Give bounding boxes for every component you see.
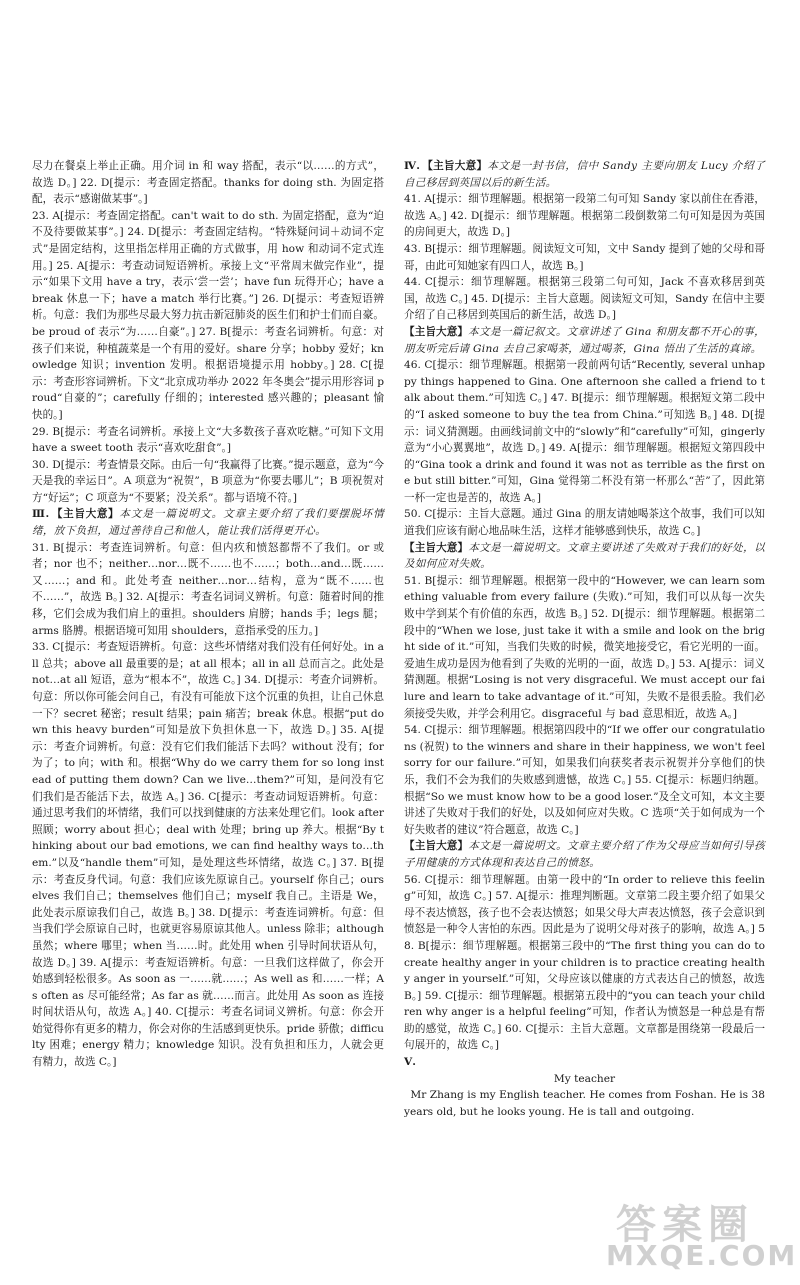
summary-text: 本文是一篇说明文。文章主要介绍了我们要摆脱坏情绪，放下负担，通过善待自己和他人，能让我们活得更开心。 (32, 508, 384, 538)
essay-title: My teacher (553, 1072, 616, 1085)
watermark-cn: 答案圈 (616, 1202, 754, 1248)
answer-para: 50. C[提示：主旨大意题。通过 Gina 的朋友请她喝茶这个故事，我们可以知道我们应该有耐心地品味生活，这样才能够感到快乐，故选 C。] (404, 508, 765, 538)
summary-text: 本文是一封书信，信中 Sandy 主要向朋友 Lucy 介绍了自己移居到英国以后的新生活。 (404, 160, 765, 189)
essay-paragraph: Mr Zhang is my English teacher. He comes from Foshan. He is 38 years old, but he looks young. He is tall and outgoing. (404, 1089, 765, 1118)
answer-para: 54. C[提示：细节理解题。根据第四段中的“If we offer our congratulations (祝贺) to the winners and share in their happiness, we won't feel sorry for our failure.”可知，如果我们向获奖者表示祝贺并分享他们的快乐，我们不会为我们的失败感到遗憾，故选 C。] 55. C[提示：标题归纳题。根据“So we must know how to be a good loser.”及全文可知，本文主要讲述了失败对于我们的好处，以及如何应对失败。C 选项“关于如何成为一个好失败者的建议”符合题意，故选 C。] (404, 724, 765, 836)
summary-tag: 【主旨大意】 (421, 160, 488, 172)
answer-para: 33. C[提示：考查短语辨析。句意：这些坏情绪对我们没有任何好处。in all 总共；above all 最重要的是；at all 根本；all in all 总而言之。此处是 not…at all 短语，意为“根本不”，故选 C。] 34. D[提示：考查介词辨析。句意：所以你可能会问自己，有没有可能放下这个沉重的负担，让自己休息一下？secret 秘密；result 结果；pain 痛苦；break 休息。根据“put down this heavy burden”可知是放下负担休息一下，故选 D。] 35. A[提示：考查介词辨析。句意：没有它们我们能活下去吗？without 没有；for 为了；to 向；with 和。根据“Why do we carry them for so long instead of putting them down? Can we live…them?”可知，是问没有它们我们是否能活下去，故选 A。] 36. C[提示：考查动词短语辨析。句意：通过思考我们的坏情绪，我们可以找到健康的方法来处理它们。look after 照顾；worry about 担心；deal with 处理；bring up 养大。根据“By thinking about our bad emotions, we can find healthy ways to…them.”以及“handle them”可知，是处理这些坏情绪，故选 C。] 37. B[提示：考查反身代词。句意：我们应该先原谅自己。yourself 你自己；ourselves 我们自己；themselves 他们自己；myself 我自己。主语是 We，此处表示原谅我们自己，故选 B。] 38. D[提示：考查连词辨析。句意：但当我们学会原谅自己时，也就更容易原谅其他人。unless 除非；although 虽然；where 哪里；when 当……时。此处用 when 引导时间状语从句，故选 D。] 39. A[提示：考查短语辨析。句意：一旦我们这样做了，你会开始感到轻松很多。As soon as 一……就……；As well as 和……一样；As often as 尽可能经常；As far as 就……而言。此处用 As soon as 连接时间状语从句，故选 A。] 40. C[提示：考查名词词义辨析。句意：你会开始觉得你有更多的精力，你会对你的生活感到更快乐。pride 骄傲；difficulty 困难；energy 精力；knowledge 知识。没有负担和压力，人就会更有精力，故选 C。] (32, 641, 384, 1069)
summary-text: 本文是一篇说明文。文章主要介绍了作为父母应当如何引导孩子用健康的方式体现和表达自己的愤怒。 (404, 840, 765, 869)
essay-header (404, 1054, 765, 1071)
section-summary (404, 158, 765, 191)
summary-text: 本文是一篇记叙文。文章讲述了 Gina 和朋友都不开心的事，朋友听完后请 Gina 去自己家喝茶，通过喝茶，Gina 悟出了生活的真谛。 (404, 325, 765, 355)
answer-para: 尽力在餐桌上举止正确。用介词 in 和 way 搭配，表示“以……的方式”，故选 D。] 22. D[提示：考查固定搭配。thanks for doing sth. 为固定搭配，表示“感谢做某事”。] (32, 160, 384, 206)
left-column (32, 158, 384, 1071)
watermark-en: MXQE.COM (606, 1239, 798, 1272)
summary-tag: 【主旨大意】 (51, 508, 120, 521)
section-summary (404, 838, 765, 871)
answer-para: 23. A[提示：考查固定搭配。can't wait to do sth. 为固定搭配，意为“迫不及待要做某事”。] 24. D[提示：考查固定结构。“特殊疑问词＋动词不定式”是固定结构，这里指怎样用正确的方式做事，用 how 和动词不定式连用。] 25. A[提示：考查动词短语辨析。承接上文“平常周末做完作业”，提示“如果下文用 have a try，表示‘尝一尝’；have fun 玩得开心；have a break 休息一下；have a match 举行比赛。”] 26. D[提示：考查短语辨析。句意：我们为那些尽最大努力抗击新冠肺炎的医生们和护士们而自豪。be proud of 表示“为……自豪”。] 27. B[提示：考查名词辨析。句意：对孩子们来说，种植蔬菜是一个有用的爱好。share 分享；hobby 爱好；knowledge 知识；invention 发明。根据语境提示用 hobby。] 28. C[提示：考查形容词辨析。下文“北京成功举办 2022 年冬奥会”提示用形容词 proud“自豪的”；carefully 仔细的；interested 感兴趣的；pleasant 愉快的。] (32, 209, 384, 421)
answer-para: 56. C[提示：细节理解题。由第一段中的“In order to relieve this feeling”可知，故选 C。] 57. A[提示：推理判断题。文章第二段主要介绍了如果父母不表达愤怒，孩子也不会表达愤怒；如果父母大声表达愤怒，孩子会意识到愤怒是一种令人害怕的东西。因此是为了说明父母对孩子的影响，故选 A。] 58. B[提示：细节理解题。根据第三段中的“The first thing you can do to create healthy anger in your children is to practice creating healthy anger in yourself.”可知，父母应该以健康的方式表达自己的愤怒，故选 B。] 59. C[提示：细节理解题。根据第五段中的“you can teach your children why anger is a helpful feeling”可知，作者认为愤怒是一种总是有帮助的感觉，故选 C。] 60. C[提示：主旨大意题。文章都是围绕第一段最后一句展开的，故选 C。] (404, 873, 765, 1052)
section-number: Ⅲ. (32, 508, 50, 521)
summary-tag: 【主旨大意】 (404, 541, 469, 554)
answer-para: 43. B[提示：细节理解题。阅读短文可知，文中 Sandy 提到了她的父母和哥哥，由此可知她家有四口人，故选 B。] (404, 242, 765, 272)
section-summary (404, 324, 765, 357)
answer-para: 51. B[提示：细节理解题。根据第一段中的“However, we can learn something valuable from every failure (失败).”可知，我们可以从每一次失败中学到某个有价值的东西，故选 B。] 52. D[提示：细节理解题。根据第二段中的“When we lose, just take it with a smile and look on the bright side of it.”可知，当我们失败的时候，微笑地接受它，看它光明的一面。爱迪生成功是因为他看到了失败的光明的一面，故选 D。] 53. A[提示：词义猜测题。根据“Losing is not very disgraceful. We must accept our failure and learn to take advantage of it.”可知，失败不是很丢脸。我们必须接受失败，并学会利用它。disgraceful 与 bad 意思相近，故选 A。] (404, 574, 765, 720)
section-summary (32, 506, 384, 539)
summary-tag: 【主旨大意】 (404, 840, 469, 853)
answer-para: 41. A[提示：细节理解题。根据第一段第二句可知 Sandy 家以前住在香港，故选 A。] 42. D[提示：细节理解题。根据第二段倒数第二句可知是因为英国的房间更大，故选 D。] (404, 193, 765, 239)
answer-para: 46. C[提示：细节理解题。根据第一段前两句话“Recently, several unhappy things happened to Gina. One afternoon she called a friend to talk about them.”可知选 C。] 47. B[提示：细节理解题。根据短文第二段中的“I asked someone to buy the tea from China.”可知选 B。] 48. D[提示：词义猜测题。由画线词前文中的“slowly”和“carefully”可知，gingerly 意为“小心翼翼地”，故选 D。] 49. A[提示：细节理解题。根据短文第四段中的“Gina took a drink and found it was not as terrible as the first one but still bitter.”可知，Gina 觉得第二杯没有第一杯那么“苦”了，因此第一杯一定也是苦的，故选 A。] (404, 359, 765, 504)
summary-tag: 【主旨大意】 (404, 325, 469, 338)
section-number: Ⅴ. (404, 1056, 416, 1069)
summary-text: 本文是一篇说明文。文章主要讲述了失败对于我们的好处，以及如何应对失败。 (404, 541, 765, 571)
section-number: Ⅳ. (404, 160, 420, 172)
answer-para: 44. C[提示：细节理解题。根据第三段第二句可知，Jack 不喜欢移居到英国，故选 C。] 45. D[提示：主旨大意题。阅读短文可知，Sandy 在信中主要介绍了自己移居到英国后的新生活，故选 D。] (404, 276, 765, 322)
right-column (404, 158, 765, 1120)
watermark-logo (598, 1193, 798, 1278)
answer-para: 30. D[提示：考查情景交际。由后一句“我赢得了比赛。”提示题意，意为“今天是我的幸运日”。A 项意为“祝贺”，B 项意为“你要去哪儿”；B 项祝贺对方“好运”；C 项意为“不要紧；没关系”。都与语境不符。] (32, 458, 384, 504)
answer-para: 31. B[提示：考查连词辨析。句意：但内疚和愤怒都帮不了我们。or 或者；nor 也不；neither…nor…既不……也不……；both…and…既……又……；and 和。此处考查 neither…nor…结构，意为“既不……也不……”，故选 B。] 32. A[提示：考查名词词义辨析。句意：随着时间的推移，它们会成为我们肩上的重担。shoulders 肩膀；hands 手；legs 腿；arms 胳膊。根据语境可知用 shoulders，意指承受的压力。] (32, 541, 384, 637)
section-summary (404, 540, 765, 573)
answer-para: 29. B[提示：考查名词辨析。承接上文“大多数孩子喜欢吃糖。”可知下文用 have a sweet tooth 表示“喜欢吃甜食”。] (32, 425, 384, 455)
